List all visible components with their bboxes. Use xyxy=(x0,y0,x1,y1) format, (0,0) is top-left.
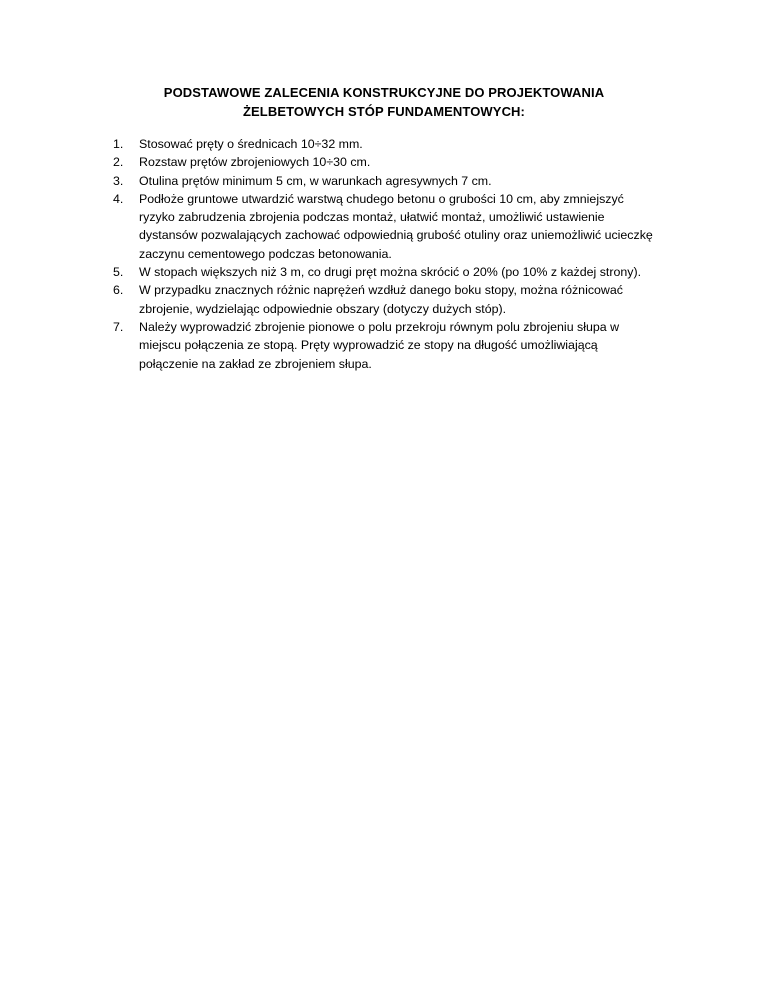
list-item-number: 4. xyxy=(113,191,124,206)
list-item-text: Stosować pręty o średnicach 10÷32 mm. xyxy=(139,137,363,151)
list-item-7 xyxy=(0,318,674,373)
list-item-5 xyxy=(0,263,674,281)
list-item-text-line: ryzyko zabrudzenia zbrojenia podczas montaż, ułatwić montaż, umożliwić ustawienie xyxy=(139,210,605,225)
list-item-number: 5. xyxy=(113,265,124,280)
recommendations-list xyxy=(0,135,674,373)
list-item-text-line: Podłoże gruntowe utwardzić warstwą chudego betonu o grubości 10 cm, aby zmniejszyć xyxy=(139,191,624,206)
document-title xyxy=(100,83,668,121)
list-item-text-line: Należy wyprowadzić zbrojenie pionowe o polu przekroju równym polu zbrojeniu słupa w xyxy=(139,319,620,334)
list-item-text: Otulina prętów minimum 5 cm, w warunkach agresywnych 7 cm. xyxy=(139,173,492,188)
list-item-2 xyxy=(0,153,674,171)
list-item-text: W stopach większych niż 3 m, co drugi pręt można skrócić o 20% (po 10% z każdej strony). xyxy=(139,265,642,280)
list-item-number: 1. xyxy=(113,137,124,151)
list-item-text-line: W przypadku znacznych różnic naprężeń wzdłuż danego boku stopy, można różnicować xyxy=(139,283,623,298)
title-line-2: ŻELBETOWYCH STÓP FUNDAMENTOWYCH: xyxy=(243,104,525,119)
list-item-number: 7. xyxy=(113,319,124,334)
list-item-text: Rozstaw prętów zbrojeniowych 10÷30 cm. xyxy=(139,155,371,170)
list-item-text-line: miejscu połączenia ze stopą. Pręty wyprowadzić ze stopy na długość umożliwiającą xyxy=(139,338,598,353)
list-item-text-line: zaczynu cementowego podczas betonowania. xyxy=(139,246,392,261)
list-item-1 xyxy=(0,135,674,153)
list-item-text-line: dystansów pozwalających zachować odpowiednią grubość otuliny oraz uniemożliwić ucieczkę xyxy=(139,228,653,243)
list-item-3 xyxy=(0,172,674,190)
list-item-number: 6. xyxy=(113,283,124,298)
list-item-6 xyxy=(0,281,674,318)
list-item-number: 2. xyxy=(113,155,124,170)
list-item-text-line: zbrojenie, wydzielając odpowiednie obszary (dotyczy dużych stóp). xyxy=(139,301,507,316)
list-item-number: 3. xyxy=(113,173,124,188)
title-line-1: PODSTAWOWE ZALECENIA KONSTRUKCYJNE DO PROJEKTOWANIA xyxy=(163,85,605,100)
list-item-4 xyxy=(0,190,674,263)
list-item-text-line: połączenie na zakład ze zbrojeniem słupa. xyxy=(139,356,372,371)
